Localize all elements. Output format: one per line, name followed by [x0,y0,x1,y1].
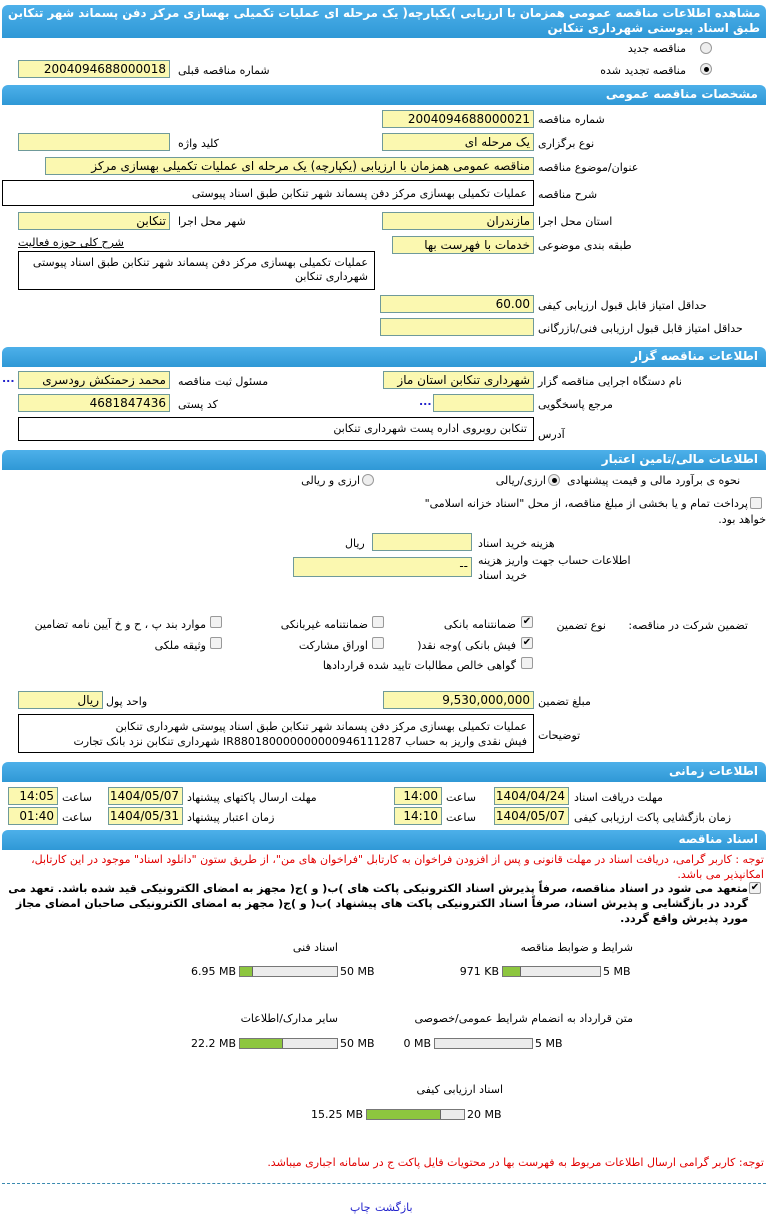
file-progress-bar [434,1038,533,1049]
opt1-label: ارزی/ریالی [495,474,546,487]
activity-text: عملیات تکمیلی بهسازی مرکز دفن پسماند شهر تنکابن طبق اسناد پیوستی شهرداری تنکابن [32,256,368,283]
file-progress-fill [503,967,521,976]
guarantee-bonds-checkbox[interactable] [372,637,384,649]
file-label: سایر مدارک/اطلاعات [240,1012,338,1025]
estimate-label: نحوه ی برآورد مالی و قیمت پیشنهادی [567,474,741,487]
number-label: شماره مناقصه [538,113,605,126]
reference-label: مرجع پاسخگویی [538,398,613,411]
doc-deadline-time[interactable]: 14:00 [394,787,442,805]
radio-renewed-tender[interactable] [700,63,712,75]
city-label: شهر محل اجرا [178,215,246,228]
guarantee-regulation-checkbox[interactable] [210,616,222,628]
category-field[interactable]: خدمات با فهرست بها [392,236,534,254]
activity-field[interactable] [18,251,375,290]
address-text: تنکابن روبروی اداره پست شهرداری تنکابن [333,422,527,435]
amount-label: مبلغ تضمین [538,695,591,708]
opt2-label: ارزی و ریالی [301,474,360,487]
file-size: 15.25 MB [310,1108,363,1121]
time-label: ساعت [446,791,476,804]
notes-field[interactable] [18,714,534,753]
file-label: متن قرارداد به انضمام شرایط عمومی/خصوصی [414,1012,633,1025]
guarantee-item-label: ضمانتنامه غیربانکی [280,618,368,631]
min-tech-label: حداقل امتیاز قابل قبول ارزیابی فنی/بازرگانی [538,322,743,335]
guarantee-bank-checkbox[interactable]: ✔ [522,616,532,627]
file-label: اسناد فنی [292,941,338,954]
open-time[interactable]: 14:10 [394,807,442,825]
keyword-field[interactable] [18,133,170,151]
notes-label: توضیحات [538,729,581,742]
page-title-line: طبق اسناد پیوستی شهرداری تنکابن [547,21,760,35]
subject-label: عنوان/موضوع مناقصه [538,161,639,174]
documents-notice: توجه : کاربر گرامی، دریافت اسناد در مهلت قانونی و پس از افزودن فراخوان به کارتابل "فراخوان های من"، از طریق ستون "دانلود اسناد" موجود در این کارتابل، امکانپذیر می باشد. [31,853,764,881]
file-progress-fill [240,967,253,976]
tender-number-field[interactable]: 2004094688000021 [382,110,534,128]
section-documents: اسناد مناقصه [2,830,766,850]
guarantee-cash-checkbox[interactable]: ✔ [522,637,532,648]
guarantee-item-label: اوراق مشارکت [298,639,368,652]
address-field[interactable] [18,417,534,441]
print-link[interactable]: چاپ [350,1201,371,1214]
file-size: 22.2 MB [190,1037,236,1050]
footer-note: توجه: کاربر گرامی ارسال اطلاعات مربوط به فهرست بها در محتویات فایل پاکت ج در سامانه اجباری میباشد. [267,1156,764,1169]
open-date[interactable]: 1404/05/07 [494,807,569,825]
section-finance: اطلاعات مالی/تامین اعتبار [2,450,766,470]
activity-label: شرح کلی حوزه فعالیت [18,236,124,249]
valid-label: زمان اعتبار پیشنهاد [187,811,275,824]
guarantee-item-label: گواهی خالص مطالبات تایید شده قراردادها [322,659,516,672]
description-text: عملیات تکمیلی بهسازی مرکز دفن پسماند شهر تنکابن طبق اسناد پیوستی [191,187,527,200]
org-label: نام دستگاه اجرایی مناقصه گزار [538,375,682,388]
file-progress-bar [502,966,601,977]
min-tech-field[interactable] [380,318,534,336]
file-progress-bar [239,966,338,977]
doc-cost-field[interactable] [372,533,472,551]
renewed-tender-label: مناقصه تجدید شده [600,64,686,77]
submit-date[interactable]: 1404/05/07 [108,787,183,805]
radio-currency-and-rial[interactable] [362,474,374,486]
holding-type-field[interactable]: یک مرحله ای [382,133,534,151]
guarantee-type-label: نوع تضمین [556,619,606,632]
prev-number-label: شماره مناقصه قبلی [178,64,270,77]
new-tender-label: مناقصه جدید [627,42,686,55]
guarantee-claims-checkbox[interactable] [521,657,533,669]
province-field[interactable]: مازندران [382,212,534,230]
treasury-text-2: خواهد بود. [718,513,766,526]
treasury-text: پرداخت تمام و یا بخشی از مبلغ مناقصه، از محل "اسناد خزانه اسلامی" [424,497,748,510]
submit-label: مهلت ارسال پاکتهای پیشنهاد [187,791,317,804]
org-field[interactable]: شهرداری تنکابن استان ماز [383,371,534,389]
description-field[interactable] [2,180,534,206]
doc-cost-label: هزینه خرید اسناد [478,537,555,550]
guarantee-label: تضمین شرکت در مناقصه: [628,619,748,632]
file-max-size: 5 MB [535,1037,563,1050]
file-label: شرایط و ضوابط مناقصه [520,941,633,954]
section-timing: اطلاعات زمانی [2,762,766,782]
back-link[interactable]: بازگشت [375,1201,413,1214]
unit-label: واحد پول [106,695,148,708]
guarantee-nonbank-checkbox[interactable] [372,616,384,628]
reference-more-button[interactable]: ... [419,395,432,408]
doc-deadline-label: مهلت دریافت اسناد [574,791,663,804]
page-title [2,5,766,38]
address-label: آدرس [538,428,565,441]
city-field[interactable]: تنکابن [18,212,170,230]
file-size: 0 MB [403,1037,431,1050]
file-label: اسناد ارزیابی کیفی [416,1083,503,1096]
submit-time[interactable]: 14:05 [8,787,58,805]
description-label: شرح مناقصه [538,188,598,201]
file-progress-fill [240,1039,283,1048]
province-label: استان محل اجرا [538,215,613,228]
time-label: ساعت [62,791,92,804]
guarantee-property-checkbox[interactable] [210,637,222,649]
guarantee-item-label: موارد بند پ ، ح و خ آیین نامه تضامین [34,618,206,631]
file-progress-fill [367,1110,441,1119]
file-max-size: 50 MB [340,1037,375,1050]
valid-date[interactable]: 1404/05/31 [108,807,183,825]
holding-type-label: نوع برگزاری [538,137,595,150]
time-label: ساعت [62,811,92,824]
file-progress-bar [239,1038,338,1049]
guarantee-item-label: ضمانتنامه بانکی [443,618,516,631]
file-size: 971 KB [459,965,499,978]
account-field[interactable]: -- [293,557,472,577]
reference-field[interactable] [433,394,534,412]
open-label: زمان بازگشایی پاکت ارزیابی کیفی [574,811,732,824]
notes-line: عملیات تکمیلی بهسازی مرکز دفن پسماند شهر تنکابن طبق اسناد پیوستی شهرداری تنکابن [115,720,527,733]
prev-number-field[interactable]: 2004094688000018 [18,60,170,78]
divider [2,1183,766,1184]
min-quality-label: حداقل امتیاز قابل قبول ارزیابی کیفی [538,299,707,312]
account-label-2: خرید اسناد [478,569,528,582]
section-general: مشخصات مناقصه عمومی [2,85,766,105]
file-max-size: 5 MB [603,965,631,978]
radio-new-tender[interactable] [700,42,712,54]
doc-cost-currency: ریال [345,537,365,550]
subject-field[interactable]: مناقصه عمومی همزمان با ارزیابی (یکپارچه) یک مرحله ای عملیات تکمیلی بهسازی مرکز [45,157,534,175]
account-label: اطلاعات حساب جهت واریز هزینه [478,554,631,567]
valid-time[interactable]: 01:40 [8,807,58,825]
postal-label: کد پستی [178,398,218,411]
page-title-line: مشاهده اطلاعات مناقصه عمومی همزمان با ارزیابی )یکپارچه( یک مرحله ای عملیات تکمیلی بهسازی مرکز دفن پسماند شهر تنکابن [7,6,760,20]
min-quality-field[interactable]: 60.00 [380,295,534,313]
keyword-label: کلید واژه [178,137,219,150]
treasury-checkbox[interactable] [750,497,762,509]
responsible-more-button[interactable]: ... [2,372,15,385]
responsible-field[interactable]: محمد زحمتکش رودسری [18,371,170,389]
doc-deadline-date[interactable]: 1404/04/24 [494,787,569,805]
section-organizer: اطلاعات مناقصه گزار [2,347,766,367]
file-progress-bar [366,1109,465,1120]
notes-line: فیش نقدی واریز به حساب IR880180000000000946111287 شهرداری تنکابن نزد بانک تجارت [73,735,527,748]
guarantee-item-label: وثیقه ملکی [154,639,206,652]
category-label: طبقه بندی موضوعی [538,239,632,252]
file-size: 6.95 MB [190,965,236,978]
commit-text: متعهد می شود در اسناد مناقصه، صرفاً پذیرش اسناد الکترونیکی پاکت های )ب( و )ج( مجهز به امضای الکترونیکی قید شده باشد. تعهد می گردد در بازگشایی و پذیرش اسناد، صرفاً اسناد الکترونیکی پاکت های پیشنهاد )ب( و )ج( مجهز به امضای الکترونیکی صاحبان امضای مجاز مورد پذیرش واقع گردد. [8,882,748,925]
amount-field[interactable]: 9,530,000,000 [383,691,534,709]
responsible-label: مسئول ثبت مناقصه [178,375,269,388]
unit-field[interactable]: ریال [18,691,103,709]
postal-field[interactable]: 4681847436 [18,394,170,412]
file-max-size: 20 MB [467,1108,502,1121]
file-max-size: 50 MB [340,965,375,978]
time-label: ساعت [446,811,476,824]
guarantee-item-label: فیش بانکی )وجه نقد( [417,639,516,652]
commit-checkbox[interactable]: ✔ [750,882,760,893]
radio-currency-rial[interactable] [548,474,560,486]
